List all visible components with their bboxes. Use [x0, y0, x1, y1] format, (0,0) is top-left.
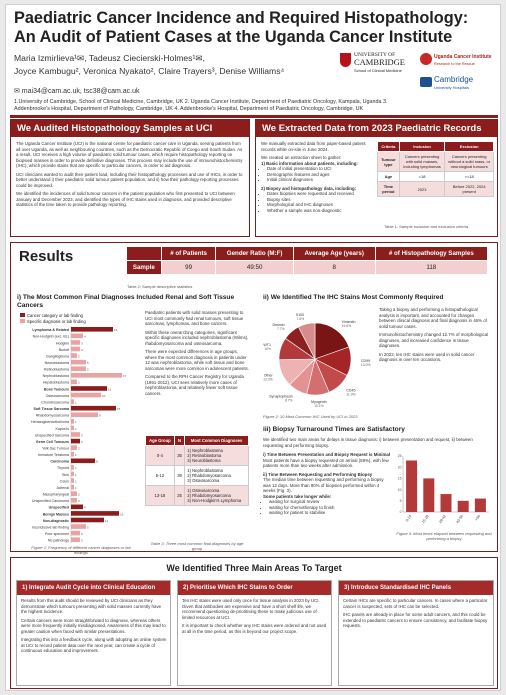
age-n-cell: 39	[174, 466, 184, 486]
list-item: • Dates biopsies were requested and received	[267, 191, 373, 197]
bar	[71, 393, 101, 398]
target-1-title: 1) Integrate Audit Cycle into Clinical Education	[17, 581, 170, 595]
bar-label: Ganglioglioma	[46, 354, 69, 359]
criteria-header-cell: Criteria	[378, 142, 400, 152]
age-diagnoses-cell	[185, 466, 249, 486]
list-item: • Biopsy sites	[267, 197, 373, 203]
age-diagnosis: 1) Nephroblastoma	[187, 448, 223, 453]
bar-label: Burkitt	[58, 347, 69, 352]
bar-label: Non-diagnostic	[42, 518, 69, 523]
bar-label: Hemangioendothelioma	[31, 420, 69, 425]
panel-audit-para-3: We identified the incidences of solid tumour cancers in the patient population who first presented to UCI between January and December 2023, and identified the types of IHC stains used in diagnosis, and provided descriptive statistics of the time taken to provide pathology reporting.	[16, 191, 235, 207]
bar-value: 1	[75, 472, 77, 477]
bar	[71, 406, 116, 411]
bar-label: Poor specimen	[45, 531, 69, 536]
pie-label: CD45	[346, 388, 356, 393]
section-iii-text-2: The median time between requesting and performing a biopsy was 12 days. More than 80% of biopsies performed within 4 weeks (Fig. 3).	[263, 477, 384, 493]
bar-value: 17	[123, 374, 127, 379]
legend-category-label: Cancer category or lab finding	[27, 313, 83, 318]
bar	[71, 360, 86, 365]
logo-uci-line-1: Uganda Cancer Institute	[434, 54, 492, 60]
list-item: • Morphological and IHC diagnoses	[267, 202, 373, 208]
affil-line-2: Addenbrooke's Hospital, Department of Pathology, Cambridge, UK 4. Addenbrooke's Hospital, Department of Paediatric Oncology, Cambridge, UK	[14, 106, 364, 112]
results-header-cell: # of Histopathology Samples	[375, 247, 487, 261]
age-group-cell: 0-4	[146, 446, 175, 466]
diagnosis-bar-chart	[15, 326, 135, 543]
bar-label: Yolk Sac Tumour	[41, 446, 69, 451]
authors	[14, 52, 284, 78]
results-cell: 99	[161, 261, 216, 275]
bar	[71, 445, 77, 450]
list-item: • Initial clinical diagnoses	[267, 177, 373, 183]
criteria-cell: Cancers presenting without a solid mass, or neurological tumours	[445, 152, 494, 172]
turnaround-bar	[423, 478, 434, 512]
bar-value: 5	[87, 367, 89, 372]
pie-chart-caption: Figure 2: 10 Most Common IHC Used by UCI in 2023	[263, 414, 358, 419]
panel-results	[10, 242, 498, 555]
pie-value: 13.0%	[360, 363, 371, 368]
contact-email[interactable]: ✉ mai34@cam.ac.uk, tsc38@cam.ac.uk	[14, 88, 140, 95]
bar	[71, 485, 74, 490]
panel-audit-para-2: UCI clinicians wanted to audit their patient load, including their histopathology processes and use of IHCs, in order to better understand i) their paediatric solid tumour patient population, and ii) how their pathology reporting processes could be improved.	[16, 171, 243, 188]
affiliations	[14, 99, 494, 113]
data-list-2-heading: 2) Biopsy and histopathology data, including:	[261, 185, 357, 191]
bar-label: Soft Tissue Sarcoma	[33, 407, 69, 412]
list-item: • Demographic features and ages	[267, 172, 373, 178]
data-list-1	[261, 166, 373, 183]
bar-value: 14	[114, 328, 118, 333]
bar-label: No pathology	[47, 538, 69, 543]
bar-label: Kaposi's	[55, 426, 69, 431]
age-group-cell: 5-12	[146, 466, 175, 486]
uci-logo-icon	[420, 53, 432, 65]
age-row	[146, 446, 249, 466]
pie-value: 10%	[264, 347, 271, 352]
bar-legend	[20, 313, 86, 325]
bar-label: Chondrosarcoma	[41, 400, 69, 405]
bar-value: 8	[96, 459, 98, 464]
bar-value: 5	[87, 361, 89, 366]
bar-value: 5	[87, 525, 89, 530]
section-iii-title: iii) Biopsy Turnaround Times are Satisfactory	[263, 426, 405, 433]
turnaround-tick: 10	[397, 487, 402, 492]
cuh-logo-icon	[420, 77, 432, 87]
results-header-row	[127, 247, 488, 261]
target-1-para-1: Results from this audit should be reviewed by UCI clinicians as they demonstrate which tumours presenting with solid masses currently have the highest incidence.	[21, 598, 162, 614]
logos	[340, 51, 500, 99]
section-iii-sub-1: i) Time Between Presentation and Biopsy Request is Minimal	[263, 452, 391, 457]
turnaround-label: 15-28	[421, 514, 430, 525]
section-iii-text-3: Some patients take longer while:	[263, 493, 332, 499]
bar	[71, 439, 80, 444]
bar-value: 11	[105, 518, 109, 523]
section-iii-sub-2: ii) Time Between Requesting and Performing Biopsy	[263, 471, 373, 477]
criteria-header-cell: Inclusion	[399, 142, 445, 152]
age-header-row	[146, 436, 249, 446]
bar-label: Hepatoblastoma	[42, 380, 69, 385]
age-n-cell: 35	[174, 446, 184, 466]
bar-label: Thyroid	[57, 466, 69, 471]
panel-audit	[10, 119, 250, 237]
bar-value: 1	[75, 466, 77, 471]
turnaround-label: 29-42	[438, 514, 447, 525]
pie-value: 8.7%	[284, 398, 293, 403]
results-table-caption: Table 2: Sample descriptive statistics	[127, 284, 193, 289]
section-ii-text	[379, 307, 491, 363]
bar-label: Lymphoma & Related	[32, 328, 69, 333]
bar	[71, 432, 80, 437]
bar	[71, 373, 122, 378]
bar-label: Nasopharyngeal	[42, 492, 69, 497]
age-table-caption: Table 3: Three most common final diagnoses by age group	[150, 541, 244, 551]
bar-value: 4	[84, 334, 86, 339]
bar-value: 1	[75, 485, 77, 490]
age-diagnoses-cell	[185, 446, 249, 466]
criteria-cell: Time period	[378, 182, 400, 197]
criteria-table	[377, 141, 494, 197]
bar	[71, 524, 86, 529]
age-header-cell: Age Group	[146, 436, 175, 446]
bar-value: 1	[75, 479, 77, 484]
section-ii-text-1: Taking a biopsy and performing a histopathological analysis is important, and accounted for changes between clinical diagnosis and final diagnosis in 46% of solid tumour cases.	[379, 307, 487, 329]
bar-label: Nephroblastoma	[42, 374, 69, 379]
age-n-cell: 25	[174, 486, 184, 506]
age-diagnosis: 2) Retinoblastoma	[187, 453, 222, 458]
bar	[71, 334, 83, 339]
turnaround-chart-caption: Figure 3: Most times elapsed between requesting and performing a biopsy	[396, 531, 492, 541]
bar	[71, 472, 74, 477]
age-group-cell: 13-18	[146, 486, 175, 506]
panel-data-body	[261, 141, 373, 213]
pie-value: 19.6%	[341, 324, 352, 329]
pie-label: S100	[295, 313, 305, 318]
criteria-row	[378, 172, 494, 182]
age-header-cell: Most Common Diagnoses	[185, 436, 249, 446]
target-2-para-1: Ten IHC stains were used only once for tissue analysis in 2023 by UCI. Given that antibodies are expensive and have a short shelf life, we recommend questioning de-prioritising these to make judicious use of limited resources at UCI.	[182, 598, 320, 620]
bar-value: 3	[81, 433, 83, 438]
logo-uci-line-2: Research to the Rescue	[434, 62, 475, 66]
results-cell: 49:50	[216, 261, 293, 275]
turnaround-bar	[475, 499, 486, 512]
turnaround-tick: 25	[397, 454, 402, 459]
logo-cuh-line-2: University Hospitals	[434, 85, 470, 90]
pie-value: 7.7%	[276, 326, 285, 331]
target-3-para-2: IHC panels are already in place for some adult cancers, and this could be extended to paediatric cancers to ensure consistency, and facilitate biopsy requests.	[343, 612, 488, 628]
turnaround-bar	[458, 501, 469, 512]
age-row	[146, 486, 249, 506]
bar-label: Unspecified Carcinoma	[31, 499, 69, 504]
bar-label: Bone Tumours	[43, 387, 69, 392]
bar-label: Hodgkin	[55, 341, 69, 346]
ihc-pie-chart	[259, 303, 377, 413]
header-divider	[10, 115, 498, 118]
bar	[71, 426, 74, 431]
panel-targets	[10, 557, 498, 689]
criteria-cell: Cancers presenting with solid masses, including lymphomas	[399, 152, 445, 172]
age-diagnosis: 2) Rhabdomyosarcoma	[187, 493, 231, 498]
bar-label: Skin	[62, 472, 69, 477]
list-item: • Date of initial presentation to UCI	[267, 166, 373, 172]
poster	[5, 4, 501, 691]
bar-value: 4	[84, 505, 86, 510]
results-cell: 8	[293, 261, 375, 275]
turnaround-chart	[393, 452, 493, 530]
bar-value: 9	[99, 413, 101, 418]
list-item: • waiting for chemotherapy to finish	[269, 505, 391, 511]
turnaround-bar	[406, 460, 417, 512]
age-diagnosis: 1) Osteosarcoma	[187, 488, 220, 493]
target-2-title: 2) Prioritise Which IHC Stains to Order	[178, 581, 331, 595]
bar-value: 3	[81, 538, 83, 543]
criteria-cell: Age	[378, 172, 400, 182]
pie-value: 10.1%	[314, 403, 324, 408]
legend-specific-label: Specific diagnosis or lab finding	[27, 319, 86, 324]
bar-value: 3	[81, 531, 83, 536]
target-1-para-2: Certain cancers were more straightforward to diagnose, whereas others were more frequently initially misdiagnosed. Awareness of this may lead to greater caution when faced with similar presentations.	[21, 617, 166, 634]
bar-value: 10	[102, 393, 106, 398]
results-row	[127, 261, 488, 275]
bar-label: Neuroblastoma	[44, 361, 69, 366]
data-intro: We manually extracted data from paper-based patient records while on-site in June 2024.	[261, 141, 366, 152]
bar	[71, 511, 119, 516]
delay-reasons-list	[263, 499, 391, 516]
bar-value: 2	[78, 446, 80, 451]
bar-value: 3	[81, 439, 83, 444]
bar-label: Colon	[59, 479, 69, 484]
cambridge-crest-icon	[340, 53, 351, 67]
section-ii-text-3: In 2022, ten IHC stains were used in solid cancer diagnosis in over ten occasions.	[379, 351, 475, 362]
panel-audit-para-1: The Uganda Cancer Institute (UCI) is the national centre for paediatric cancer care in Uganda, serving patients from all over Uganda, as well as neighbouring countries, such as the Democratic Republic of Congo and South Sudan. As a result, UCI receives a high volume of paediatric solid tumour cases, which require histopathology reporting on biopsied masses in order to provide definitive diagnoses. This process may include the use of immunohistochemistry (IHC), which provide stains that are specific to particular cancers, in order to aid diagnosis.	[16, 141, 243, 168]
bar-value: 3	[81, 347, 83, 352]
turnaround-bar	[440, 494, 451, 512]
bar-label: Unspecified Sarcoma	[34, 433, 69, 438]
panel-audit-title: We Audited Histopathology Samples at UCI	[11, 120, 249, 137]
list-item: • waiting for surgical review	[269, 499, 391, 505]
authors-line-2: Joyce Kambugu², Veronica Nyakato², Claire Trayers³, Denise Williams⁴	[14, 66, 285, 76]
target-1-para-3: Integrating this into a feedback cycle, along with adopting an online system at UCI to record patient data over the next year, can create a cycle of continuous education and improvement.	[21, 637, 167, 653]
title-line-1: Paediatric Cancer Incidence and Required Histopathology:	[14, 9, 469, 27]
bar-value: 2	[78, 499, 80, 504]
bar	[71, 366, 86, 371]
section-iii-text-1: Most patients have a biopsy requested on arrival (59%), with few patients more than two weeks after admission.	[263, 457, 389, 468]
criteria-cell: >=18	[445, 172, 494, 182]
pie-label: Desmin	[272, 322, 285, 327]
title-line-2: An Audit of Patient Cases at the Uganda Cancer Institute	[14, 28, 453, 46]
bar-value: 2	[78, 380, 80, 385]
section-i-text-2: Within these overarching categories, significant specific diagnoses included nephroblastoma (Wilms), rhabdomyosarcoma and osteosarcoma.	[145, 329, 249, 346]
data-list-2	[261, 191, 373, 213]
results-cell: Sample	[127, 261, 162, 275]
bar-value: 1	[75, 420, 77, 425]
bar-label: Retinoblastoma	[44, 367, 69, 372]
bar	[71, 498, 77, 503]
pie-label: Myogenin	[311, 399, 327, 404]
age-diagnosis: 3) Neuroblastoma	[187, 458, 221, 463]
section-ii-text-2: Immunohistochemistry changed 12.7% of morphological diagnoses, and increased confidence in tissue diagnoses.	[379, 332, 489, 348]
criteria-header-cell: Exclusion	[445, 142, 494, 152]
criteria-cell: Before 2022, 2024 present	[445, 182, 494, 197]
bar-label: Benign Masses	[42, 512, 69, 517]
bar-label: Inconclusive lab finding	[31, 525, 69, 530]
criteria-row	[378, 152, 494, 172]
criteria-table-caption: Table 1: Sample inclusion and exclusion criteria	[384, 224, 469, 229]
turnaround-tick: 20	[397, 465, 402, 470]
criteria-cell: 2023	[399, 182, 445, 197]
age-diagnoses-cell	[185, 486, 249, 506]
bar	[71, 412, 98, 417]
bar-label: Germ Cell Tumours	[35, 439, 69, 444]
pie-label: Vimentin	[341, 320, 356, 325]
affil-line-1: 1.University of Cambridge, School of Clinical Medicine, Cambridge, UK 2. Uganda Cancer Institute, Department of Paediatric Oncology, Kampala, Uganda 3.	[14, 99, 388, 105]
bar-label: Immature Teratoma	[37, 453, 69, 458]
section-iii-intro: We identified two main areas for delays in tissue diagnosis: i) between presentation and request, ii) between requesting and performing biopsy.	[263, 437, 473, 448]
pie-label: Other	[263, 373, 273, 378]
turnaround-tick: 5	[399, 499, 402, 503]
section-ii-title: ii) We Identified The IHC Stains Most Commonly Required	[263, 294, 444, 301]
results-cell: 118	[375, 261, 487, 275]
bar-value: 16	[120, 512, 124, 517]
bar	[71, 353, 77, 358]
data-list-1-heading: 1) Basic information about patients, including:	[261, 160, 358, 166]
bar	[71, 386, 107, 391]
bar	[71, 380, 77, 385]
bar-label: Unspecified	[48, 505, 69, 510]
section-i-text-1: Paediatric patients with solid masses presenting to UCI most commonly had renal tumours, soft tissue sarcomas, lymphomas, and bone cancers.	[145, 310, 244, 326]
target-1-body	[21, 598, 167, 654]
age-group-table	[145, 435, 249, 506]
results-table	[126, 246, 488, 275]
logo-cambridge-line-1: UNIVERSITY OF	[354, 52, 396, 58]
bar-value: 1	[75, 426, 77, 431]
list-item: • waiting for patient to stabilise	[269, 510, 391, 516]
age-diagnosis: 3) Osteosarcoma	[187, 478, 220, 483]
bar-label: Rhabdomyosarcoma	[35, 413, 69, 418]
turnaround-label: 43-56	[455, 514, 465, 525]
bar	[71, 531, 80, 536]
pie-value: 7.6%	[296, 317, 305, 322]
legend-item-specific	[20, 319, 86, 325]
age-diagnosis: 2) Rhabdomyosarcoma	[187, 473, 231, 478]
bar	[71, 340, 80, 345]
bar	[71, 399, 74, 404]
section-i-text-3: There were expected differences in age groups, where the most common diagnosis in patients under 12 was nephroblastoma, while soft tissue and bone sarcomas were more common in adolescent patients.	[145, 349, 249, 371]
pie-label: WT1	[263, 343, 271, 348]
bar-value: 3	[81, 341, 83, 346]
turnaround-label: 0-14	[405, 514, 413, 523]
bar-label: Adrenal	[56, 485, 69, 490]
target-box-1	[16, 580, 171, 686]
target-3-title: 3) Introduce Standardised IHC Panels	[339, 581, 493, 595]
results-heading: Results	[19, 248, 74, 265]
target-2-para-2: It is important to check whether any IHC stains were ordered and not used at all in the time period, as this is beyond our project scope.	[182, 623, 327, 634]
panel-data	[255, 119, 498, 237]
bar	[71, 518, 104, 523]
bar-value: 2	[78, 492, 80, 497]
panel-audit-body	[16, 141, 244, 208]
bar-value: 1	[75, 453, 77, 458]
bar-chart-caption: Figure 1: Frequency of different cancer diagnoses or lab findings	[31, 545, 131, 555]
target-box-2	[177, 580, 332, 686]
pie-label: CD99	[360, 359, 371, 364]
bar-value: 2	[78, 354, 80, 359]
age-diagnosis: 1) Nephroblastoma	[187, 468, 223, 473]
age-header-cell: N	[174, 436, 184, 446]
bar	[71, 478, 74, 483]
criteria-cell: Tumour type	[378, 152, 400, 172]
authors-line-1: Maria Izmirlieva¹✉, Tadeusz Ciecierski-Holmes¹✉,	[14, 53, 205, 63]
bar	[71, 505, 83, 510]
turnaround-tick: 0	[399, 510, 402, 515]
logo-cuh-line-1: Cambridge	[434, 75, 474, 84]
list-item: • Whether a sample was non-diagnostic	[267, 208, 373, 214]
section-iii-body	[263, 452, 391, 516]
pie-label: Synaptophysin	[269, 394, 293, 399]
age-diagnosis: 3) Non-Hodgkin's Lymphoma	[187, 498, 242, 503]
results-header-cell	[127, 247, 162, 261]
bar-label: Carcinoma	[50, 459, 69, 464]
bar-value: 12	[108, 387, 112, 392]
criteria-row	[378, 182, 494, 197]
logo-cambridge-line-2: CAMBRIDGE	[354, 57, 406, 67]
targets-title: We Identified Three Main Areas To Target	[166, 563, 342, 573]
results-header-cell: Gender Ratio (M:F)	[216, 247, 293, 261]
bar	[71, 327, 113, 332]
target-3-body	[343, 598, 490, 629]
section-i-text	[145, 310, 249, 396]
target-3-para-1: Certain IHCs are specific to particular cancers. In cases where a particular cancer is suspected, sets of IHC can be selected.	[343, 598, 488, 609]
bar	[71, 419, 74, 424]
bar	[71, 537, 80, 542]
bar	[71, 459, 95, 464]
turnaround-label: >56	[474, 514, 482, 522]
logo-cambridge-line-3: School of Clinical Medicine	[354, 68, 402, 73]
target-2-body	[182, 598, 328, 634]
pie-value: 12.3%	[263, 377, 273, 382]
bar-label: Osteosarcoma	[45, 393, 69, 398]
bar	[71, 491, 77, 496]
data-created: We created an extraction sheet to gather:	[261, 155, 342, 160]
section-i-text-4: Compared to the RPH Cancer Registry for Uganda (1991-2012), UCI sees relatively more cases of nephroblastoma, and relatively fewer soft tissue cancers.	[145, 374, 244, 396]
bar	[71, 452, 74, 457]
criteria-header-row	[378, 142, 494, 152]
results-header-cell: Average Age (years)	[293, 247, 375, 261]
turnaround-tick: 15	[397, 476, 402, 481]
poster-title	[14, 9, 501, 47]
panel-data-title: We Extracted Data from 2023 Paediatric Records	[256, 120, 497, 137]
bar-label: Non-Hodgkin (exc. BL)	[32, 334, 69, 339]
bar-value: 1	[75, 400, 77, 405]
age-row	[146, 466, 249, 486]
bar	[71, 465, 74, 470]
criteria-cell: <18	[399, 172, 445, 182]
pie-value: 11.0%	[346, 392, 356, 397]
section-i-title: i) The Most Common Final Diagnoses Included Renal and Soft Tissue Cancers	[17, 294, 235, 309]
results-header-cell: # of Patients	[161, 247, 216, 261]
target-box-3	[338, 580, 494, 686]
bar-value: 15	[117, 407, 121, 412]
bar	[71, 347, 80, 352]
